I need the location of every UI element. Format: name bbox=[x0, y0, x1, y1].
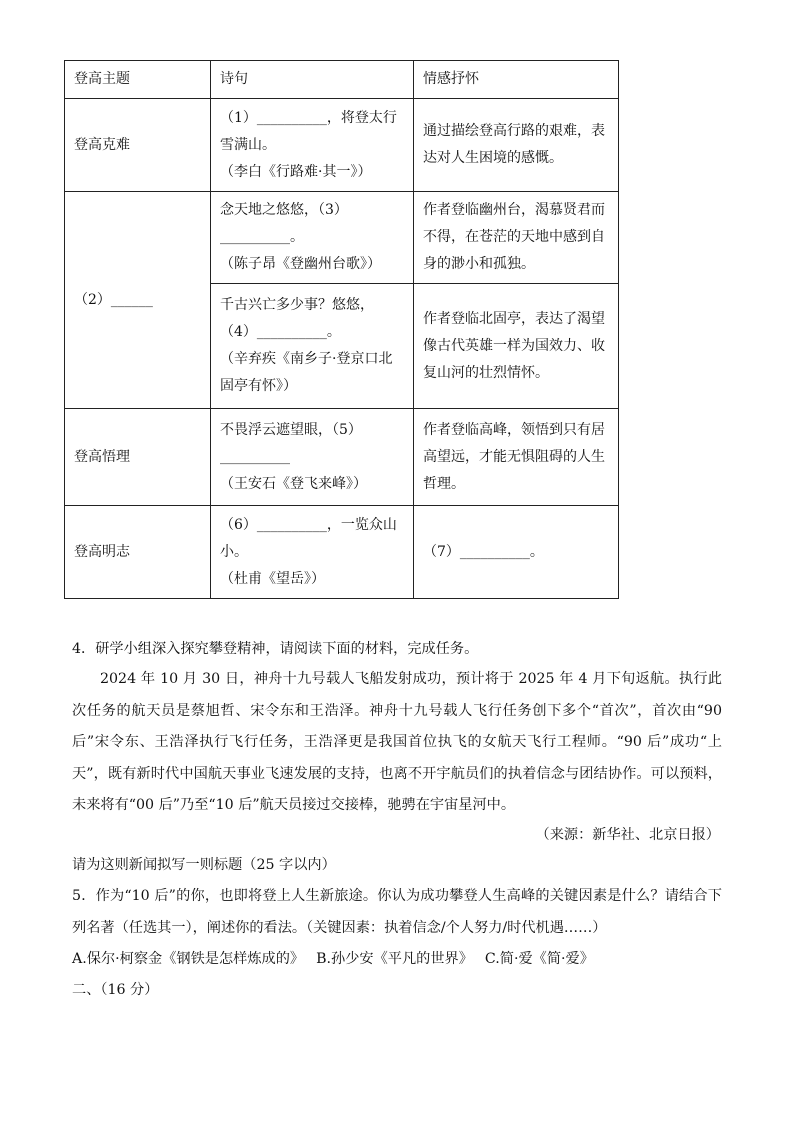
verse-line: 念天地之悠悠，（3） bbox=[220, 202, 348, 218]
theme-cell: 登高明志 bbox=[65, 506, 211, 599]
option-c: C.简·爱《简·爱》 bbox=[484, 951, 594, 967]
emotion-line: 高望远，才能无惧阻碍的人生 bbox=[423, 448, 605, 465]
theme-cell-blank: （2）______ bbox=[65, 192, 211, 409]
verse-source: （辛弃疾《南乡子·登京口北 bbox=[220, 351, 393, 367]
question-4-task: 请为这则新闻拟写一则标题（25 字以内） bbox=[72, 857, 336, 873]
verse-cell bbox=[211, 284, 414, 409]
emotion-line: 通过描绘登高行路的艰难，表 bbox=[423, 123, 605, 139]
emotion-line: 哲理。 bbox=[423, 475, 465, 492]
emotion-cell bbox=[414, 284, 619, 409]
verse-source: （王安石《登飞来峰》） bbox=[220, 475, 367, 492]
header-verse: 诗句 bbox=[211, 61, 414, 99]
option-a: A.保尔·柯察金《钢铁是怎样炼成的》 bbox=[72, 951, 305, 967]
question-5-options bbox=[72, 944, 594, 976]
verse-line: 不畏浮云遮望眼，（5） bbox=[220, 421, 362, 438]
question-5-text: 5．作为“10 后”的你，也即将登上人生新旅途。你认为成功攀登人生高峰的关键因素是什么？请结合下列名著（任选其一），阐述你的看法。（关键因素：执着信念/个人努力/时代机遇……） bbox=[72, 888, 722, 936]
verse-source: 固亭有怀》） bbox=[220, 378, 297, 394]
section-2-heading: 二、（16 分） bbox=[72, 982, 159, 998]
option-b: B.孙少安《平凡的世界》 bbox=[316, 951, 473, 967]
verse-line: __________ bbox=[220, 448, 290, 465]
table-row bbox=[65, 409, 619, 506]
emotion-line: 作者登临高峰，领悟到只有居 bbox=[423, 421, 605, 438]
verse-line: （6）__________，一览众山 bbox=[220, 516, 397, 533]
verse-cell bbox=[211, 506, 414, 599]
news-passage: 2024 年 10 月 30 日，神舟十九号载人飞船发射成功，预计将于 2025 年 4 月下旬返航。执行此次任务的航天员是蔡旭哲、宋令东和王浩泽。神舟十九号载人飞行任务创下多个“首次”，首次由“90 后”宋令东、王浩泽执行飞行任务，王浩泽更是我国首位执飞的女航天飞行工程师。“90 后”成功“上天”，既有新时代中国航天事业飞速发展的支持，也离不开宇航员们的执着信念与团结协作。可以预料，未来将有“00 后”乃至“10 后”航天员接过交接棒，驰骋在宇宙星河中。 bbox=[72, 671, 722, 813]
poetry-table bbox=[64, 60, 619, 599]
theme-cell: 登高克难 bbox=[65, 99, 211, 192]
emotion-cell bbox=[414, 99, 619, 192]
emotion-line: 身的渺小和孤独。 bbox=[423, 256, 535, 272]
emotion-line: 作者登临幽州台，渴慕贤君而 bbox=[423, 202, 605, 218]
verse-cell bbox=[211, 409, 414, 506]
emotion-cell bbox=[414, 192, 619, 284]
emotion-cell bbox=[414, 506, 619, 599]
emotion-line-blank: （7）__________。 bbox=[423, 543, 544, 560]
emotion-line: 不得，在苍茫的天地中感到自 bbox=[423, 229, 605, 245]
verse-line: 千古兴亡多少事？悠悠， bbox=[220, 297, 374, 313]
emotion-line: 达对人生困境的感慨。 bbox=[423, 150, 563, 166]
theme-cell: 登高悟理 bbox=[65, 409, 211, 506]
question-4-intro: 4．研学小组深入探究攀登精神，请阅读下面的材料，完成任务。 bbox=[72, 641, 479, 657]
table-row bbox=[65, 506, 619, 599]
table-row bbox=[65, 99, 619, 192]
verse-cell bbox=[211, 192, 414, 284]
verse-line: （1）__________，将登太行 bbox=[220, 109, 397, 126]
verse-source: （杜甫《望岳》） bbox=[220, 570, 325, 587]
verse-line: 小。 bbox=[220, 543, 248, 560]
news-source: （来源：新华社、北京日报） bbox=[535, 827, 720, 843]
emotion-cell bbox=[414, 409, 619, 506]
verse-source: （陈子昂《登幽州台歌》） bbox=[220, 256, 381, 272]
emotion-line: 像古代英雄一样为国效力、收 bbox=[423, 337, 605, 354]
verse-cell bbox=[211, 99, 414, 192]
header-theme: 登高主题 bbox=[65, 61, 211, 99]
emotion-line: 复山河的壮烈情怀。 bbox=[423, 364, 549, 381]
table-header-row bbox=[65, 61, 619, 99]
verse-line: （4）__________。 bbox=[220, 324, 341, 340]
verse-line: 雪满山。 bbox=[220, 136, 276, 153]
table-row bbox=[65, 192, 619, 284]
verse-source: （李白《行路难·其一》） bbox=[220, 163, 372, 180]
emotion-line: 作者登临北固亭，表达了渴望 bbox=[423, 310, 605, 327]
verse-line: __________。 bbox=[220, 229, 304, 245]
header-emotion: 情感抒怀 bbox=[414, 61, 619, 99]
